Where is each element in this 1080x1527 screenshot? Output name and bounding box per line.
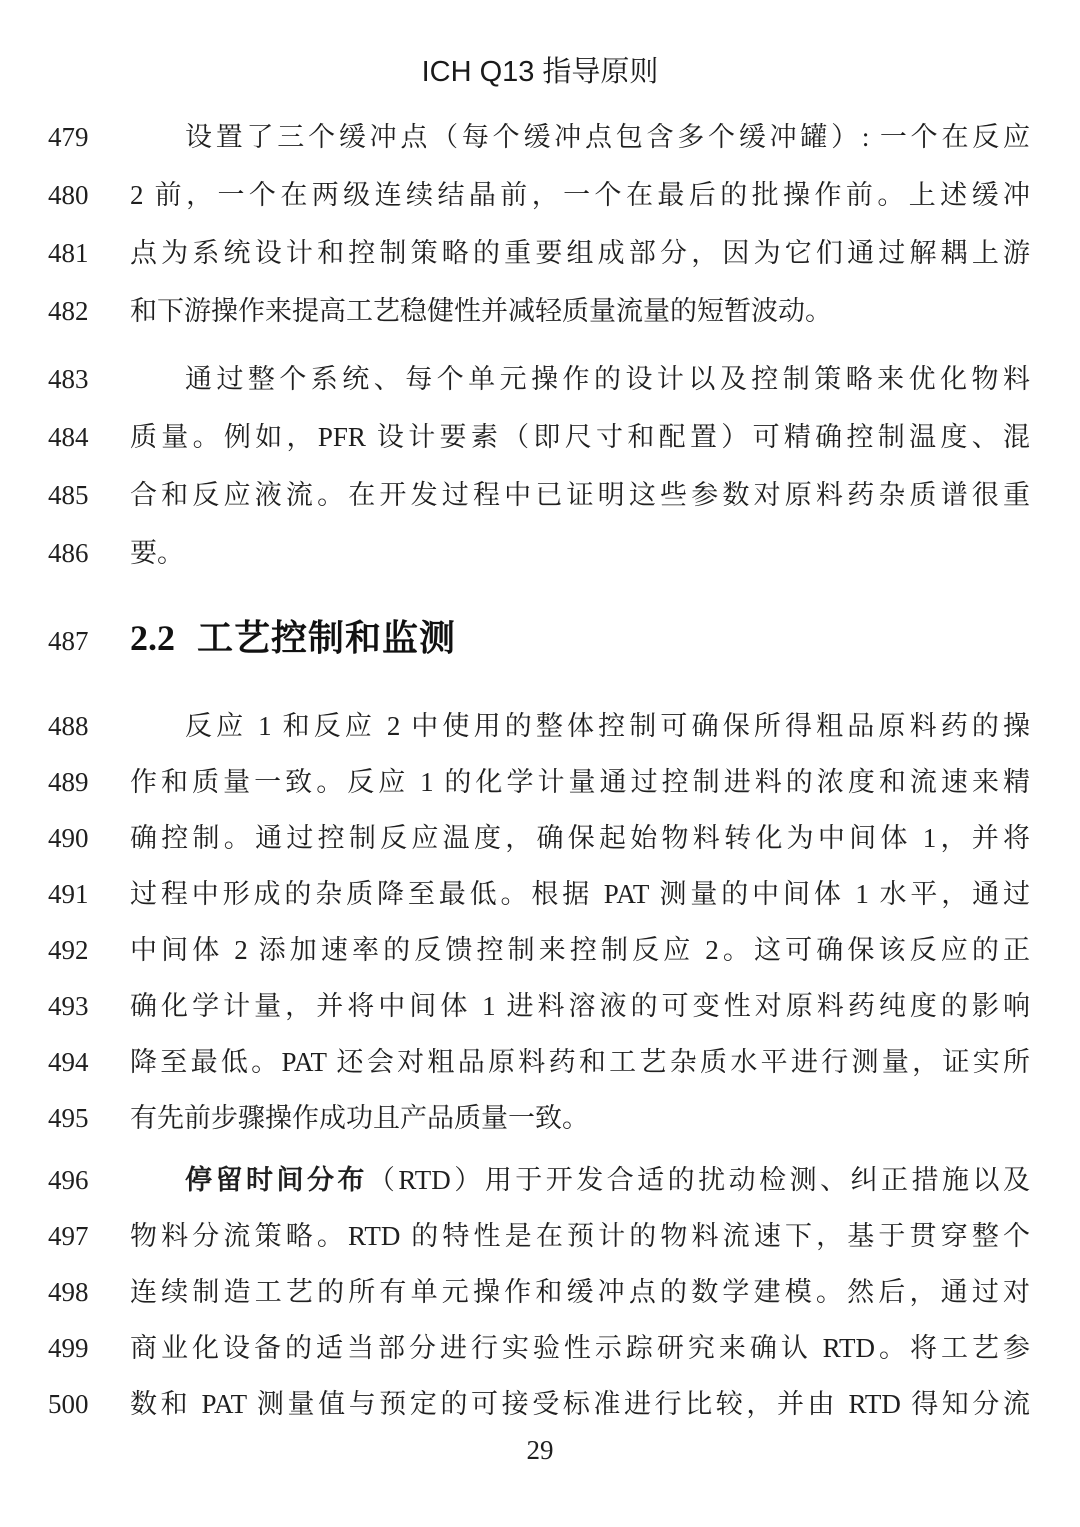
line-number: 486 — [48, 538, 89, 568]
doc-line — [0, 1376, 1080, 1432]
line-number: 489 — [48, 767, 89, 797]
line-number: 498 — [48, 1277, 89, 1307]
doc-line — [0, 922, 1080, 978]
line-number: 488 — [48, 711, 89, 741]
line-text: 过程中形成的杂质降至最低。根据 PAT 测量的中间体 1 水平，通过 — [130, 879, 1030, 909]
section-heading — [130, 606, 1030, 670]
line-text-rest: （RTD）用于开发合适的扰动检测、纠正措施以及 — [367, 1165, 1030, 1195]
doc-line — [0, 754, 1080, 810]
line-text: 合和反应液流。在开发过程中已证明这些参数对原料药杂质谱很重 — [130, 480, 1030, 510]
line-number: 497 — [48, 1221, 89, 1251]
doc-line — [0, 166, 1080, 224]
line-number: 493 — [48, 991, 89, 1021]
line-text: 确控制。通过控制反应温度，确保起始物料转化为中间体 1，并将 — [130, 823, 1030, 853]
line-number: 481 — [48, 238, 89, 268]
line-text: 2 前，一个在两级连续结晶前，一个在最后的批操作前。上述缓冲 — [130, 180, 1030, 210]
line-number: 494 — [48, 1047, 89, 1077]
line-text: 质量。例如，PFR 设计要素（即尺寸和配置）可精确控制温度、混 — [130, 422, 1030, 452]
line-number: 479 — [48, 122, 89, 152]
line-number: 484 — [48, 422, 89, 452]
line-text: 通过整个系统、每个单元操作的设计以及控制策略来优化物料 — [185, 364, 1030, 394]
doc-line — [0, 1208, 1080, 1264]
doc-line — [0, 810, 1080, 866]
section-title: 工艺控制和监测 — [197, 618, 457, 658]
line-text — [130, 1152, 1030, 1208]
line-number: 499 — [48, 1333, 89, 1363]
line-text: 数和 PAT 测量值与预定的可接受标准进行比较，并由 RTD 得知分流 — [130, 1389, 1030, 1419]
footer-page-number: 29 — [526, 1435, 554, 1465]
doc-line — [0, 282, 1080, 340]
line-number: 491 — [48, 879, 89, 909]
line-number: 485 — [48, 480, 89, 510]
doc-line — [0, 1090, 1080, 1146]
line-number: 496 — [48, 1165, 89, 1195]
line-number: 483 — [48, 364, 89, 394]
doc-line — [0, 1264, 1080, 1320]
doc-line — [0, 1034, 1080, 1090]
line-number: 492 — [48, 935, 89, 965]
doc-line — [0, 466, 1080, 524]
doc-line — [0, 350, 1080, 408]
section-before-heading — [0, 108, 1080, 670]
line-text: 点为系统设计和控制策略的重要组成部分，因为它们通过解耦上游 — [130, 238, 1030, 268]
line-text: 中间体 2 添加速率的反馈控制来控制反应 2。这可确保该反应的正 — [130, 935, 1030, 965]
line-text: 作和质量一致。反应 1 的化学计量通过控制进料的浓度和流速来精 — [130, 767, 1030, 797]
section-heading-line — [0, 606, 1080, 670]
line-text: 反应 1 和反应 2 中使用的整体控制可确保所得粗品原料药的操 — [185, 711, 1030, 741]
doc-line — [0, 524, 1080, 582]
line-text: 确化学计量，并将中间体 1 进料溶液的可变性对原料药纯度的影响 — [130, 991, 1030, 1021]
line-number: 500 — [48, 1389, 89, 1419]
page-header-title: ICH Q13 指导原则 — [421, 56, 659, 88]
doc-line — [0, 866, 1080, 922]
line-number: 487 — [48, 626, 89, 656]
line-text: 和下游操作来提高工艺稳健性并减轻质量流量的短暂波动。 — [130, 296, 832, 326]
line-text: 商业化设备的适当部分进行实验性示踪研究来确认 RTD。将工艺参 — [130, 1333, 1030, 1363]
line-text: 连续制造工艺的所有单元操作和缓冲点的数学建模。然后，通过对 — [130, 1277, 1030, 1307]
line-text: 要。 — [130, 538, 184, 568]
doc-line — [0, 408, 1080, 466]
line-text: 有先前步骤操作成功且产品质量一致。 — [130, 1103, 589, 1133]
line-number: 490 — [48, 823, 89, 853]
doc-line — [0, 1320, 1080, 1376]
section-after-heading — [0, 698, 1080, 1432]
line-text-bold-lead: 停留时间分布 — [185, 1165, 368, 1195]
line-text: 设置了三个缓冲点（每个缓冲点包含多个缓冲罐）: 一个在反应 — [185, 122, 1030, 152]
line-text: 降至最低。PAT 还会对粗品原料药和工艺杂质水平进行测量，证实所 — [130, 1047, 1030, 1077]
line-text: 物料分流策略。RTD 的特性是在预计的物料流速下，基于贯穿整个 — [130, 1221, 1030, 1251]
line-number: 480 — [48, 180, 89, 210]
section-number: 2.2 — [130, 618, 175, 658]
doc-line — [0, 978, 1080, 1034]
doc-line — [0, 224, 1080, 282]
doc-line — [0, 1152, 1080, 1208]
doc-line — [0, 108, 1080, 166]
line-number: 482 — [48, 296, 89, 326]
doc-line — [0, 698, 1080, 754]
line-number: 495 — [48, 1103, 89, 1133]
